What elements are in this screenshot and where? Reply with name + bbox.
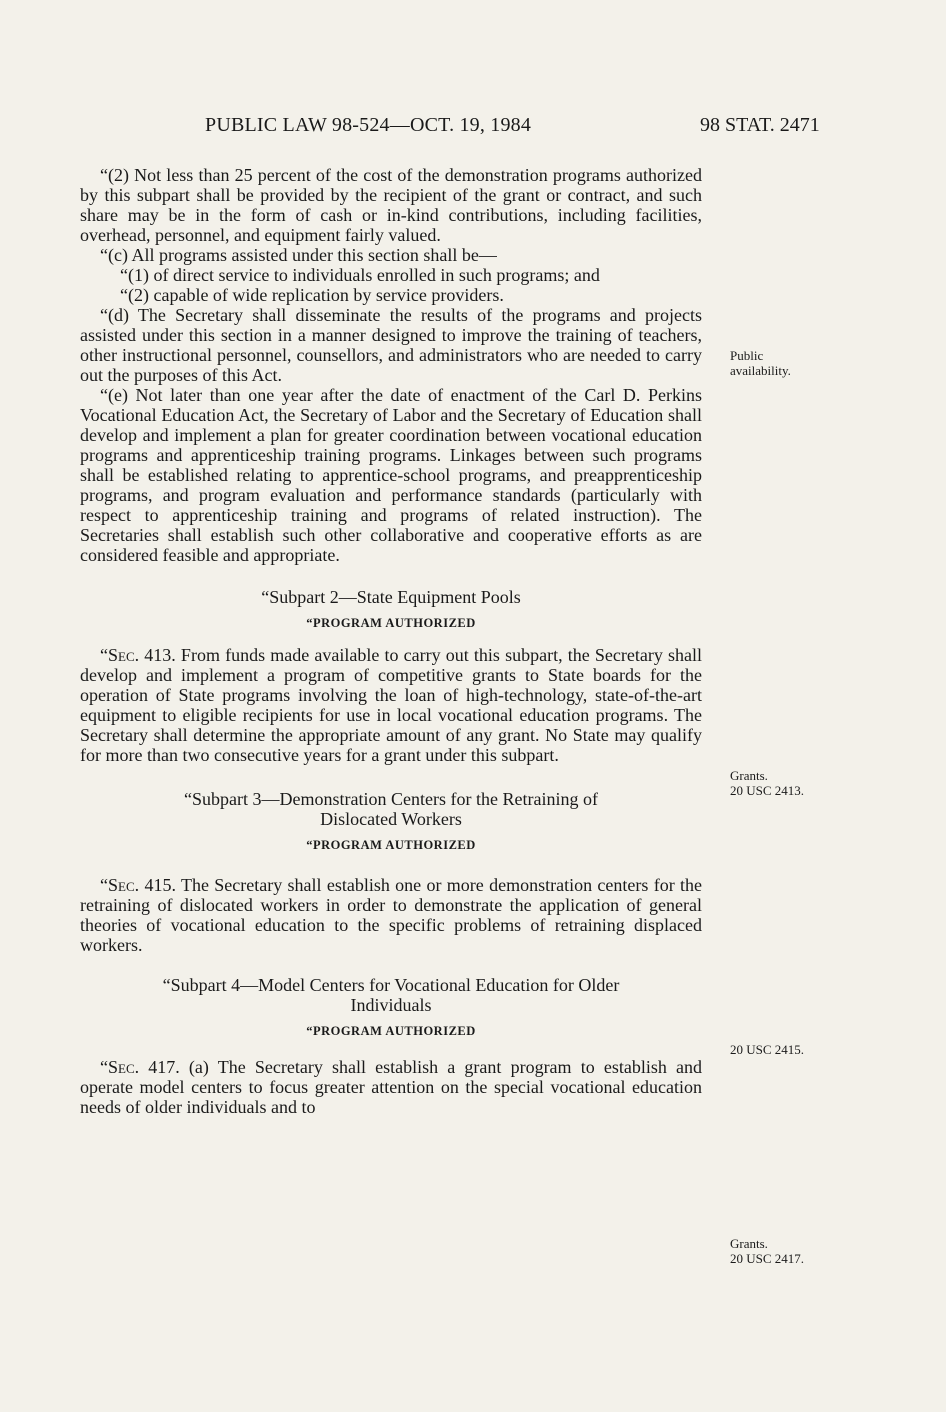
subpart-4-heading-line1: “Subpart 4—Model Centers for Vocational Education for Older: [162, 975, 620, 995]
statute-page-number: 98 STAT. 2471: [700, 114, 820, 136]
subpart-4-subhead: “PROGRAM AUTHORIZED: [306, 1024, 476, 1038]
section-415-label: “Sec.: [100, 875, 140, 895]
section-417-text: 417. (a) The Secretary shall establish a grant program to establish and operate model centers to focus greater attention on the special vocational education needs of older individuals and to: [80, 1057, 702, 1117]
section-413-label: “Sec.: [100, 645, 140, 665]
subpart-3-subhead: “PROGRAM AUTHORIZED: [306, 838, 476, 852]
section-417-label: “Sec.: [100, 1057, 140, 1077]
paragraph-e: “(e) Not later than one year after the date of enactment of the Carl D. Perkins Vocational Education Act, the Secretary of Labor and the Secretary of Education shall develop and implement a plan for greater coordination between vocational education programs and apprenticeship training programs. Linkages between such programs shall be established relating to apprentice-school programs, and preapprenticeship programs, and program evaluation and performance standards (particularly with respect to apprenticeship training and programs of related instruction). The Secretaries shall establish such other collaborative and cooperative efforts as are considered feasible and appropriate.: [80, 385, 702, 565]
margin-note-public-availability: Public availability.: [730, 348, 791, 378]
margin-note-usc-2415: 20 USC 2415.: [730, 1042, 805, 1057]
subpart-3-heading-line2: Dislocated Workers: [320, 809, 462, 829]
margin-note-grants-2417: Grants. 20 USC 2417.: [730, 1236, 805, 1266]
subpart-3-heading-line1: “Subpart 3—Demonstration Centers for the Retraining of: [184, 789, 598, 809]
section-417: [80, 1057, 702, 1117]
paragraph-c-2: “(2) capable of wide replication by service providers.: [120, 285, 504, 305]
section-415: [80, 875, 702, 955]
body-text: [80, 165, 702, 1117]
paragraph-c: “(c) All programs assisted under this section shall be—: [100, 245, 497, 265]
section-413-text: 413. From funds made available to carry out this subpart, the Secretary shall develop and implement a program of competitive grants to State boards for the operation of State programs involving the loan of high-technology, state-of-the-art equipment to eligible recipients for use in local vocational education programs. The Secretary shall determine the appropriate amount of any grant. No State may qualify for more than two consecutive years for a grant under this subpart.: [80, 645, 702, 765]
subpart-2-heading: “Subpart 2—State Equipment Pools: [261, 587, 521, 607]
paragraph-2-cost-share: “(2) Not less than 25 percent of the cost of the demonstration programs authorized by this subpart shall be provided by the recipient of the grant or contract, and such share may be in the form of cash or in-kind contributions, including facilities, overhead, personnel, and equipment fairly valued.: [80, 165, 702, 245]
section-413: [80, 645, 702, 765]
paragraph-d: “(d) The Secretary shall disseminate the results of the programs and projects assisted under this section in a manner designed to improve the training of teachers, other instructional personnel, counsellors, and administrators who are needed to carry out the purposes of this Act.: [80, 305, 702, 385]
section-415-text: 415. The Secretary shall establish one or more demonstration centers for the retraining of dislocated workers in order to demonstrate the application of general theories of vocational education to the specific problems of retraining displaced workers.: [80, 875, 702, 955]
subpart-4-heading-line2: Individuals: [350, 995, 432, 1015]
paragraph-c-1: “(1) of direct service to individuals enrolled in such programs; and: [120, 265, 600, 285]
running-header-title: PUBLIC LAW 98-524—OCT. 19, 1984: [205, 114, 532, 136]
subpart-2-subhead: “PROGRAM AUTHORIZED: [306, 616, 476, 630]
margin-note-grants-2413: Grants. 20 USC 2413.: [730, 768, 805, 798]
